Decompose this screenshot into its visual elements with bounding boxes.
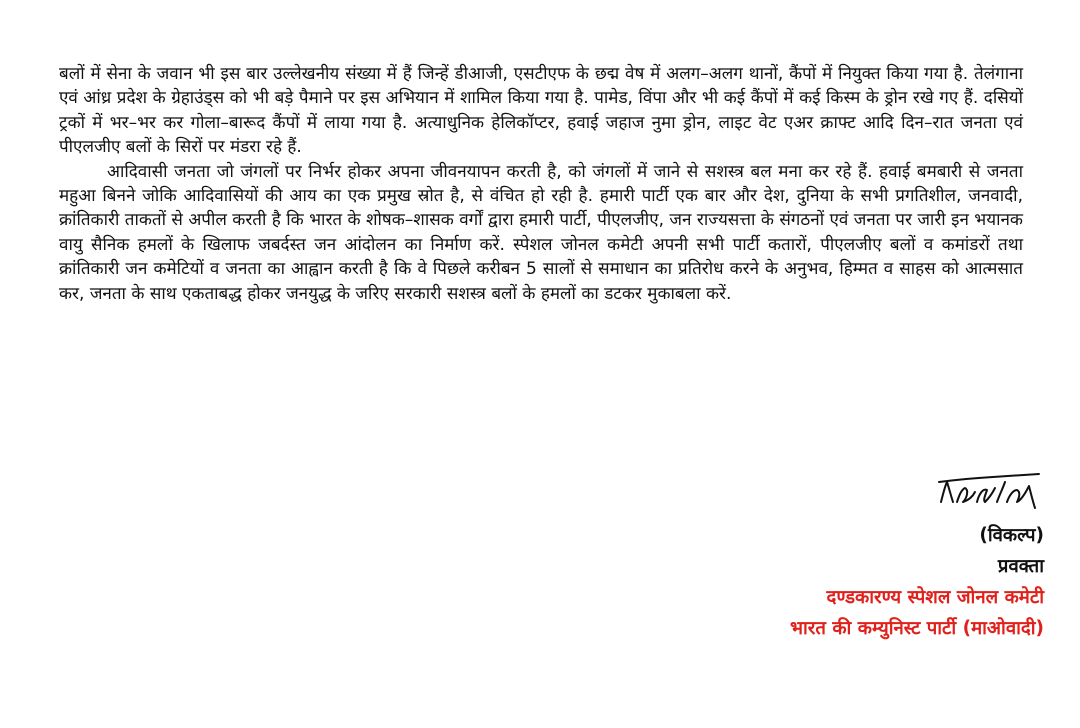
signatory-name: (विकल्प) xyxy=(979,525,1044,546)
document-body xyxy=(59,62,1023,306)
handwritten-signature xyxy=(935,466,1045,514)
paragraph-2: आदिवासी जनता जो जंगलों पर निर्भर होकर अपना जीवनयापन करती है, को जंगलों में जाने से सशस्त्र बल मना कर रहे हैं. हवाई बमबारी से जनता महुआ बिनने जोकि आदिवासियों की आय का एक प्रमुख स्रोत है, से वंचित हो रही है. हमारी पार्टी एक बार और देश, दुनिया के सभी प्रगतिशील, जनवादी, क्रांतिकारी ताकतों से अपील करती है कि भारत के शोषक–शासक वर्गों द्वारा हमारी पार्टी, पीएलजीए, जन राज्यसत्ता के संगठनों एवं जनता पर जारी इन भयानक वायु सैनिक हमलों के खिलाफ जबर्दस्त जन आंदोलन का निर्माण करें. स्पेशल जोनल कमेटी अपनी सभी पार्टी कतारों, पीएलजीए बलों व कमांडरों तथा क्रांतिकारी जन कमेटियों व जनता का आह्वान करती है कि वे पिछले करीबन 5 सालों से समाधान का प्रतिरोध करने के अनुभव, हिम्मत व साहस को आत्मसात कर, जनता के साथ एकताबद्ध होकर जनयुद्ध के जरिए सरकारी सशस्त्र बलों के हमलों का डटकर मुकाबला करें. xyxy=(59,161,1023,304)
signature-block xyxy=(790,520,1044,644)
paragraph-1: बलों में सेना के जवान भी इस बार उल्लेखनीय संख्या में हैं जिन्हें डीआजी, एसटीएफ के छद्म वेष में अलग–अलग थानों, कैंपों में नियुक्त किया गया है. तेलंगाना एवं आंध्र प्रदेश के ग्रेहाउंड्स को भी बड़े पैमाने पर इस अभियान में शामिल किया गया है. पामेड, विंपा और भी कई कैंपों में कई किस्म के ड्रोन रखे गए हैं. दसियों ट्रकों में भर–भर कर गोला–बारूद कैंपों में लाया गया है. अत्याधुनिक हेलिकॉप्टर, हवाई जहाज नुमा ड्रोन, लाइट वेट एअर क्राफ्ट आदि दिन–रात जनता एवं पीएलजीए बलों के सिरों पर मंडरा रहे हैं. xyxy=(59,64,1023,158)
organization-name: दण्डकारण्य स्पेशल जोनल कमेटी xyxy=(826,587,1044,608)
signatory-role: प्रवक्ता xyxy=(997,556,1044,577)
party-name: भारत की कम्युनिस्ट पार्टी (माओवादी) xyxy=(790,618,1044,639)
